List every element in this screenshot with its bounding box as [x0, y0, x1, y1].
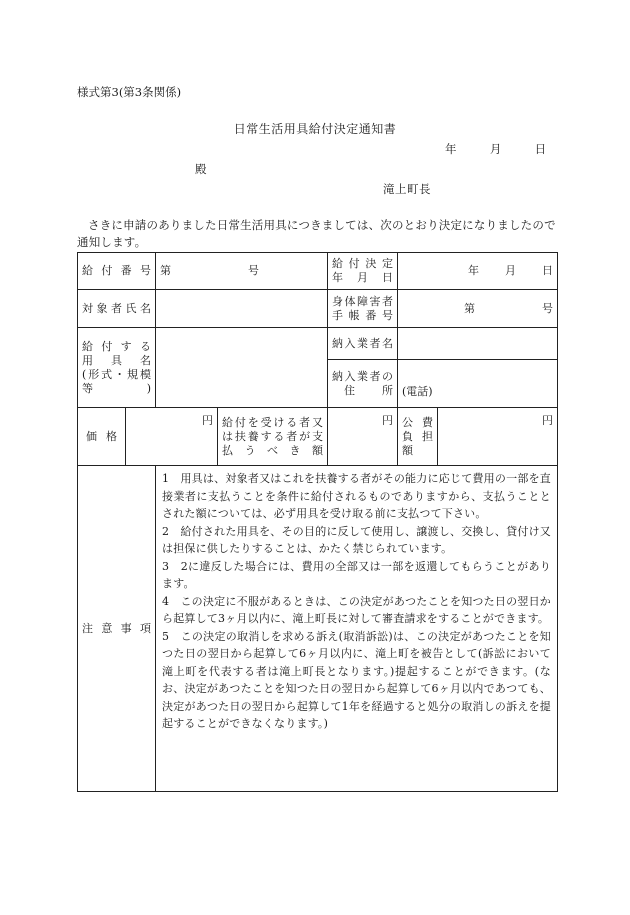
- item-name-label-line1: 給付する: [82, 339, 151, 353]
- item-name-label-line2: 用具名: [82, 353, 151, 367]
- grant-number-prefix: 第: [160, 264, 171, 277]
- decision-date-label-line1: 給付決定: [332, 257, 393, 270]
- decision-date-label-line2: 年月日: [332, 271, 393, 284]
- issuer-name: 滝上町長: [383, 182, 431, 196]
- subject-name-label: 対象者氏名: [82, 301, 151, 315]
- self-pay-unit: 円: [382, 414, 393, 427]
- grant-number-label-cell: [78, 253, 156, 290]
- date-month-label: 月: [489, 142, 502, 156]
- item-name-cell[interactable]: [156, 328, 328, 408]
- supplier-address-label-line1: 納入業者の: [332, 369, 393, 383]
- table-row: [78, 253, 558, 290]
- supplier-name-label-cell: [328, 328, 398, 360]
- price-cell[interactable]: [126, 408, 218, 466]
- public-share-label-line2: 負担額: [402, 429, 433, 457]
- subject-name-cell[interactable]: [156, 290, 328, 328]
- intro-paragraph: さきに申請のありました日常生活用具につきましては、次のとおり決定になりましたので通知します。: [77, 218, 556, 249]
- item-name-label-line3: (形式・規模等): [82, 367, 151, 395]
- price-label: 価格: [86, 429, 117, 443]
- supplier-address-label-cell: [328, 360, 398, 408]
- document-title: 日常生活用具給付決定通知書: [233, 122, 397, 136]
- note-item: 5 この決定の取消しを求める訴え(取消訴訟)は、この決定があつたことを知つた日の翌日から起算して6ヶ月以内に、滝上町を被告として(訴訟において滝上町を代表する者は滝上町長となります。)提起することができます。(なお、決定があつたことを知つた日の翌日から起算して6ヶ月以内であつても、決定があつた日の翌日から起算して1年を経過すると処分の取消しの訴えを提起することができなくなります。): [162, 629, 551, 730]
- grant-number-label: 給付番号: [82, 264, 151, 277]
- notes-label: 注意事項: [82, 621, 151, 635]
- self-pay-label-cell: [218, 408, 328, 466]
- addressee-honorific: 殿: [195, 162, 207, 176]
- public-share-cell[interactable]: [438, 408, 558, 466]
- handbook-number-cell[interactable]: [398, 290, 558, 328]
- note-item: 3 2に違反した場合には、費用の全部又は一部を返還してもらうことがあります。: [162, 559, 551, 590]
- supplier-address-cell[interactable]: [398, 360, 558, 408]
- self-pay-label-line1: 給付を受ける者又: [222, 415, 323, 429]
- supplier-name-cell[interactable]: [398, 328, 558, 360]
- price-label-cell: [78, 408, 126, 466]
- supplier-name-label: 納入業者名: [332, 336, 393, 350]
- table-row: [78, 408, 558, 466]
- note-item: 2 給付された用具を、その目的に反して使用し、譲渡し、交換し、貸付け又は担保に供したりすることは、かたく禁じられています。: [162, 524, 551, 555]
- decision-date-label-cell: [328, 253, 398, 290]
- handbook-label-line2: 手帳番号: [332, 308, 393, 322]
- decision-form-table: [77, 252, 558, 792]
- handbook-number-prefix: 第: [464, 301, 475, 315]
- self-pay-cell[interactable]: [328, 408, 398, 466]
- decision-day-label: 日: [542, 264, 553, 277]
- decision-year-label: 年: [468, 264, 479, 277]
- table-row: [78, 290, 558, 328]
- self-pay-label-line3: 払うべき額: [222, 443, 323, 457]
- table-row: [78, 466, 558, 792]
- decision-month-label: 月: [505, 264, 516, 277]
- grant-number-suffix: 号: [248, 264, 259, 277]
- subject-name-label-cell: [78, 290, 156, 328]
- notes-cell: [156, 466, 558, 792]
- handbook-label-line1: 身体障害者: [332, 294, 393, 308]
- form-reference: 様式第3(第3条関係): [77, 85, 182, 99]
- supplier-address-label-line2: 住所: [344, 383, 393, 397]
- phone-label: (電話): [402, 385, 433, 398]
- price-unit: 円: [202, 414, 213, 427]
- public-share-label-line1: 公費: [402, 415, 433, 429]
- public-share-label-cell: [398, 408, 438, 466]
- table-row: [78, 328, 558, 360]
- public-share-unit: 円: [542, 414, 553, 427]
- date-year-label: 年: [445, 142, 457, 156]
- date-day-label: 日: [534, 142, 547, 156]
- handbook-number-suffix: 号: [542, 301, 553, 315]
- item-name-label-cell: [78, 328, 156, 408]
- grant-number-cell[interactable]: [156, 253, 328, 290]
- notice-date: [445, 142, 546, 156]
- notes-label-cell: [78, 466, 156, 792]
- note-item: 4 この決定に不服があるときは、この決定があつたことを知つた日の翌日から起算して3ヶ月以内に、滝上町長に対して審査請求をすることができます。: [162, 594, 551, 625]
- handbook-label-cell: [328, 290, 398, 328]
- self-pay-label-line2: は扶養する者が支: [222, 429, 323, 443]
- note-item: 1 用具は、対象者又はこれを扶養する者がその能力に応じて費用の一部を直接業者に支払うことを条件に給付されるものでありますから、支払うこととされた額については、必ず用具を受け取る前に支払つて下さい。: [162, 472, 551, 520]
- decision-date-cell[interactable]: [398, 253, 558, 290]
